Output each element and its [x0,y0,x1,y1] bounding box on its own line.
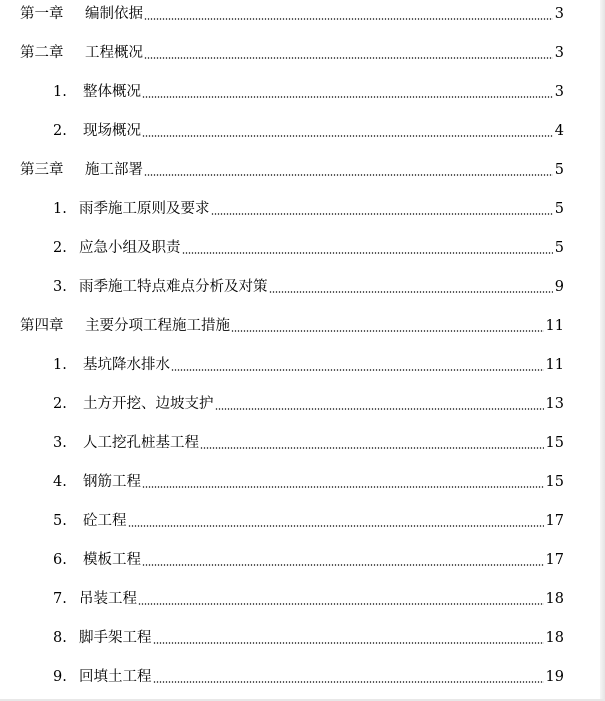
toc-entry-number: 5. [53,513,67,529]
toc-entry-number: 1. [53,357,67,373]
toc-page-number: 13 [545,396,564,412]
toc-entry-title: 回填土工程 [79,669,152,685]
toc-entry-section-4-3[interactable] [53,432,564,452]
toc-entry-label [53,356,170,374]
toc-entry-section-4-7[interactable] [53,588,564,608]
toc-page-number: 5 [554,162,564,178]
toc-entry-section-2-2[interactable] [53,120,564,140]
toc-leader-dots [182,252,553,254]
toc-entry-label [53,473,141,491]
toc-entry-label [20,317,230,335]
toc-entry-section-4-9[interactable] [53,666,564,686]
toc-entry-label [53,629,152,647]
toc-entry-number: 4. [53,474,67,490]
toc-entry-label [53,278,268,296]
toc-entry-number: 1. [53,201,67,217]
toc-leader-dots [142,135,553,137]
toc-entry-label [53,122,141,140]
toc-leader-dots [269,291,553,293]
toc-entry-section-3-2[interactable] [53,237,564,257]
toc-entry-title: 编制依据 [85,6,143,22]
toc-page-number: 19 [545,669,564,685]
toc-leader-dots [215,408,544,410]
toc-leader-dots [144,57,553,59]
toc-entry-number: 2. [53,396,67,412]
toc-page-number: 4 [554,123,564,139]
toc-entry-number: 7. [53,591,67,607]
toc-entry-title: 吊装工程 [79,591,137,607]
toc-entry-chapter-2[interactable] [20,42,564,62]
toc-leader-dots [144,174,553,176]
toc-entry-label [53,239,181,257]
toc-page-number: 11 [545,318,564,334]
toc-page-number: 5 [554,240,564,256]
toc-entry-number: 9. [53,669,67,685]
toc-leader-dots [171,369,544,371]
toc-leader-dots [144,18,553,20]
toc-page-number: 5 [554,201,564,217]
toc-entry-number: 2. [53,240,67,256]
toc-entry-number: 第一章 [20,6,64,22]
toc-leader-dots [142,96,553,98]
toc-entry-number: 8. [53,630,67,646]
toc-entry-label [53,83,141,101]
toc-entry-number: 3. [53,435,67,451]
toc-entry-title: 钢筋工程 [83,474,141,490]
toc-entry-chapter-4[interactable] [20,315,564,335]
toc-page-number: 17 [545,513,564,529]
toc-entry-label [20,161,143,179]
toc-entry-section-4-6[interactable] [53,549,564,569]
toc-entry-section-2-1[interactable] [53,81,564,101]
toc-leader-dots [153,642,544,644]
toc-entry-title: 基坑降水排水 [83,357,170,373]
toc-leader-dots [200,447,544,449]
toc-entry-section-4-5[interactable] [53,510,564,530]
toc-entry-label [53,434,199,452]
toc-entry-section-4-8[interactable] [53,627,564,647]
toc-entry-chapter-3[interactable] [20,159,564,179]
toc-entry-number: 1. [53,84,67,100]
toc-entry-label [53,590,137,608]
toc-page-number: 15 [545,435,564,451]
toc-page-number: 3 [554,45,564,61]
toc-entry-title: 模板工程 [83,552,141,568]
toc-leader-dots [142,564,544,566]
toc-page-number: 3 [554,6,564,22]
toc-entry-title: 整体概况 [83,84,141,100]
toc-entry-number: 第三章 [20,162,64,178]
toc-page-number: 18 [545,630,564,646]
toc-leader-dots [128,525,544,527]
toc-entry-label [53,551,141,569]
toc-page-number: 3 [554,84,564,100]
toc-leader-dots [231,330,544,332]
toc-entry-label [20,44,143,62]
toc-entry-title: 施工部署 [85,162,143,178]
toc-entry-section-3-1[interactable] [53,198,564,218]
toc-entry-title: 应急小组及职责 [79,240,181,256]
toc-page-number: 18 [545,591,564,607]
toc-entry-number: 2. [53,123,67,139]
toc-entry-title: 砼工程 [83,513,127,529]
toc-entry-label [20,5,143,23]
toc-entry-section-4-2[interactable] [53,393,564,413]
toc-entry-title: 现场概况 [83,123,141,139]
toc-leader-dots [138,603,544,605]
toc-entry-number: 第四章 [20,318,64,334]
toc-entry-number: 3. [53,279,67,295]
toc-entry-title: 工程概况 [85,45,143,61]
toc-entry-label [53,512,127,530]
toc-entry-section-4-1[interactable] [53,354,564,374]
toc-page-number: 9 [554,279,564,295]
toc-entry-title: 雨季施工特点难点分析及对策 [79,279,268,295]
toc-entry-chapter-1[interactable] [20,3,564,23]
toc-leader-dots [153,681,544,683]
toc-entry-title: 脚手架工程 [79,630,152,646]
toc-entry-section-3-3[interactable] [53,276,564,296]
toc-entry-title: 土方开挖、边坡支护 [83,396,214,412]
toc-entry-number: 第二章 [20,45,64,61]
toc-entry-number: 6. [53,552,67,568]
toc-entry-label [53,200,210,218]
toc-page-number: 11 [545,357,564,373]
toc-leader-dots [142,486,544,488]
toc-leader-dots [211,213,553,215]
toc-page-number: 15 [545,474,564,490]
toc-entry-title: 雨季施工原则及要求 [79,201,210,217]
toc-entry-title: 人工挖孔桩基工程 [83,435,199,451]
toc-entry-label [53,668,152,686]
toc-page-number: 17 [545,552,564,568]
toc-entry-section-4-4[interactable] [53,471,564,491]
page-edge-shadow [600,0,605,701]
toc-entry-title: 主要分项工程施工措施 [85,318,230,334]
toc-entry-label [53,395,214,413]
